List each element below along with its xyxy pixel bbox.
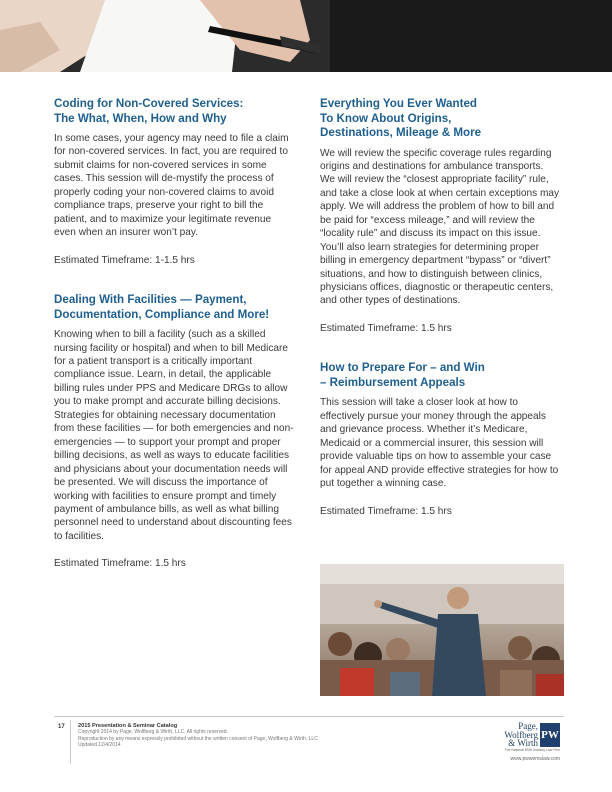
section-body: Knowing when to bill a facility (such as a skilled nursing facility or hospital) and when to bill Medicare for a patient transport is a critically important compliance issue. Learn, in detail, the applicable billing rules under PPS and Medicare DRGs to allow you to make prompt and accurate billing decisions. Strategies for obtaining necessary documentation from these facilities — for both emergencies and non-emergencies — to support your prompt and proper billing decisions, as well as ways to educate facilities and physicians about your documentation needs will be presented. We will discuss the importance of working with facilities to ensure prompt and timely payment of ambulance bills, as well as what billing personnel need to understand about discounting fees to facilities. (54, 329, 294, 542)
section-timeframe: Estimated Timeframe: 1-1.5 hrs (54, 254, 195, 266)
reproduction-notice: Reproduction by any means expressly prohibited without the written consent of Page, Wolfberg & Wirth, LLC (78, 735, 318, 742)
section-timeframe: Estimated Timeframe: 1.5 hrs (320, 505, 452, 517)
logo-tagline: The National EMS Industry Law Firm (504, 748, 560, 752)
section-title: Everything You Ever Wanted To Know About Origins, Destinations, Mileage & More (320, 97, 482, 139)
page-footer (54, 716, 564, 766)
section-origins-destinations (320, 97, 560, 335)
section-body: We will review the specific coverage rules regarding origins and destinations for ambulance transports. We will review the “closest appropriate facility” rule, and take a close look at when certain exceptions may apply. We will address the problem of how to bill and be paid for “excess mileage,” and will review the “locality rule” and discuss its impact on this issue. You’ll also learn strategies for determining proper billing in emergency department “bypass” or “divert” situations, and how to distinguish between clinics, physicians offices, diagnostic or therapeutic centers, and other types of destinations. (320, 147, 560, 307)
catalog-title: 2015 Presentation & Seminar Catalog (78, 723, 178, 729)
footer-rule (54, 716, 564, 717)
section-dealing-with-facilities (54, 293, 294, 571)
hands-writing-illustration (0, 0, 612, 72)
section-reimbursement-appeals (320, 361, 560, 518)
page-number: 17 (58, 724, 65, 730)
section-title: Dealing With Facilities — Payment, Documentation, Compliance and More! (54, 293, 270, 321)
presenter-audience-illustration (320, 564, 564, 696)
logo-mark: PW (540, 723, 560, 747)
section-coding-non-covered (54, 97, 294, 267)
firm-logo (500, 720, 560, 764)
footer-divider (70, 720, 71, 764)
section-body: In some cases, your agency may need to file a claim for non-covered services. In fact, you are required to submit claims for non-covered services in some cases. This session will de-mystify the process of properly coding your non-covered claims to avoid compliance traps, preserve your right to bill the patient, and to maximize your legitimate revenue even when an insurer won’t pay. (54, 133, 289, 239)
right-column (320, 97, 560, 536)
updated-date: Updated 12/4/2014 (78, 742, 121, 749)
left-column (54, 97, 294, 589)
section-body: This session will take a closer look at how to effectively pursue your money through the appeals and grievance process. Whether it’s Medicare, Medicaid or a commercial insurer, this session will provide valuable tips on how to assemble your case for appeal AND provide effective strategies for how to put together a winning case. (320, 397, 559, 490)
section-title: How to Prepare For – and Win – Reimbursement Appeals (320, 361, 485, 389)
header-photo (0, 0, 612, 72)
section-timeframe: Estimated Timeframe: 1.5 hrs (320, 322, 452, 334)
section-title: Coding for Non-Covered Services: The What, When, How and Why (54, 97, 244, 125)
logo-wordmark: Page, Wolfberg & Wirth (504, 721, 538, 748)
footer-meta (78, 723, 318, 749)
firm-url: www.pwwemslaw.com (510, 756, 560, 762)
conference-photo (320, 564, 564, 696)
section-timeframe: Estimated Timeframe: 1.5 hrs (54, 558, 186, 570)
copyright-text: Copyright 2014 by Page, Wolfberg & Wirth, LLC. All rights reserved. (78, 729, 228, 736)
